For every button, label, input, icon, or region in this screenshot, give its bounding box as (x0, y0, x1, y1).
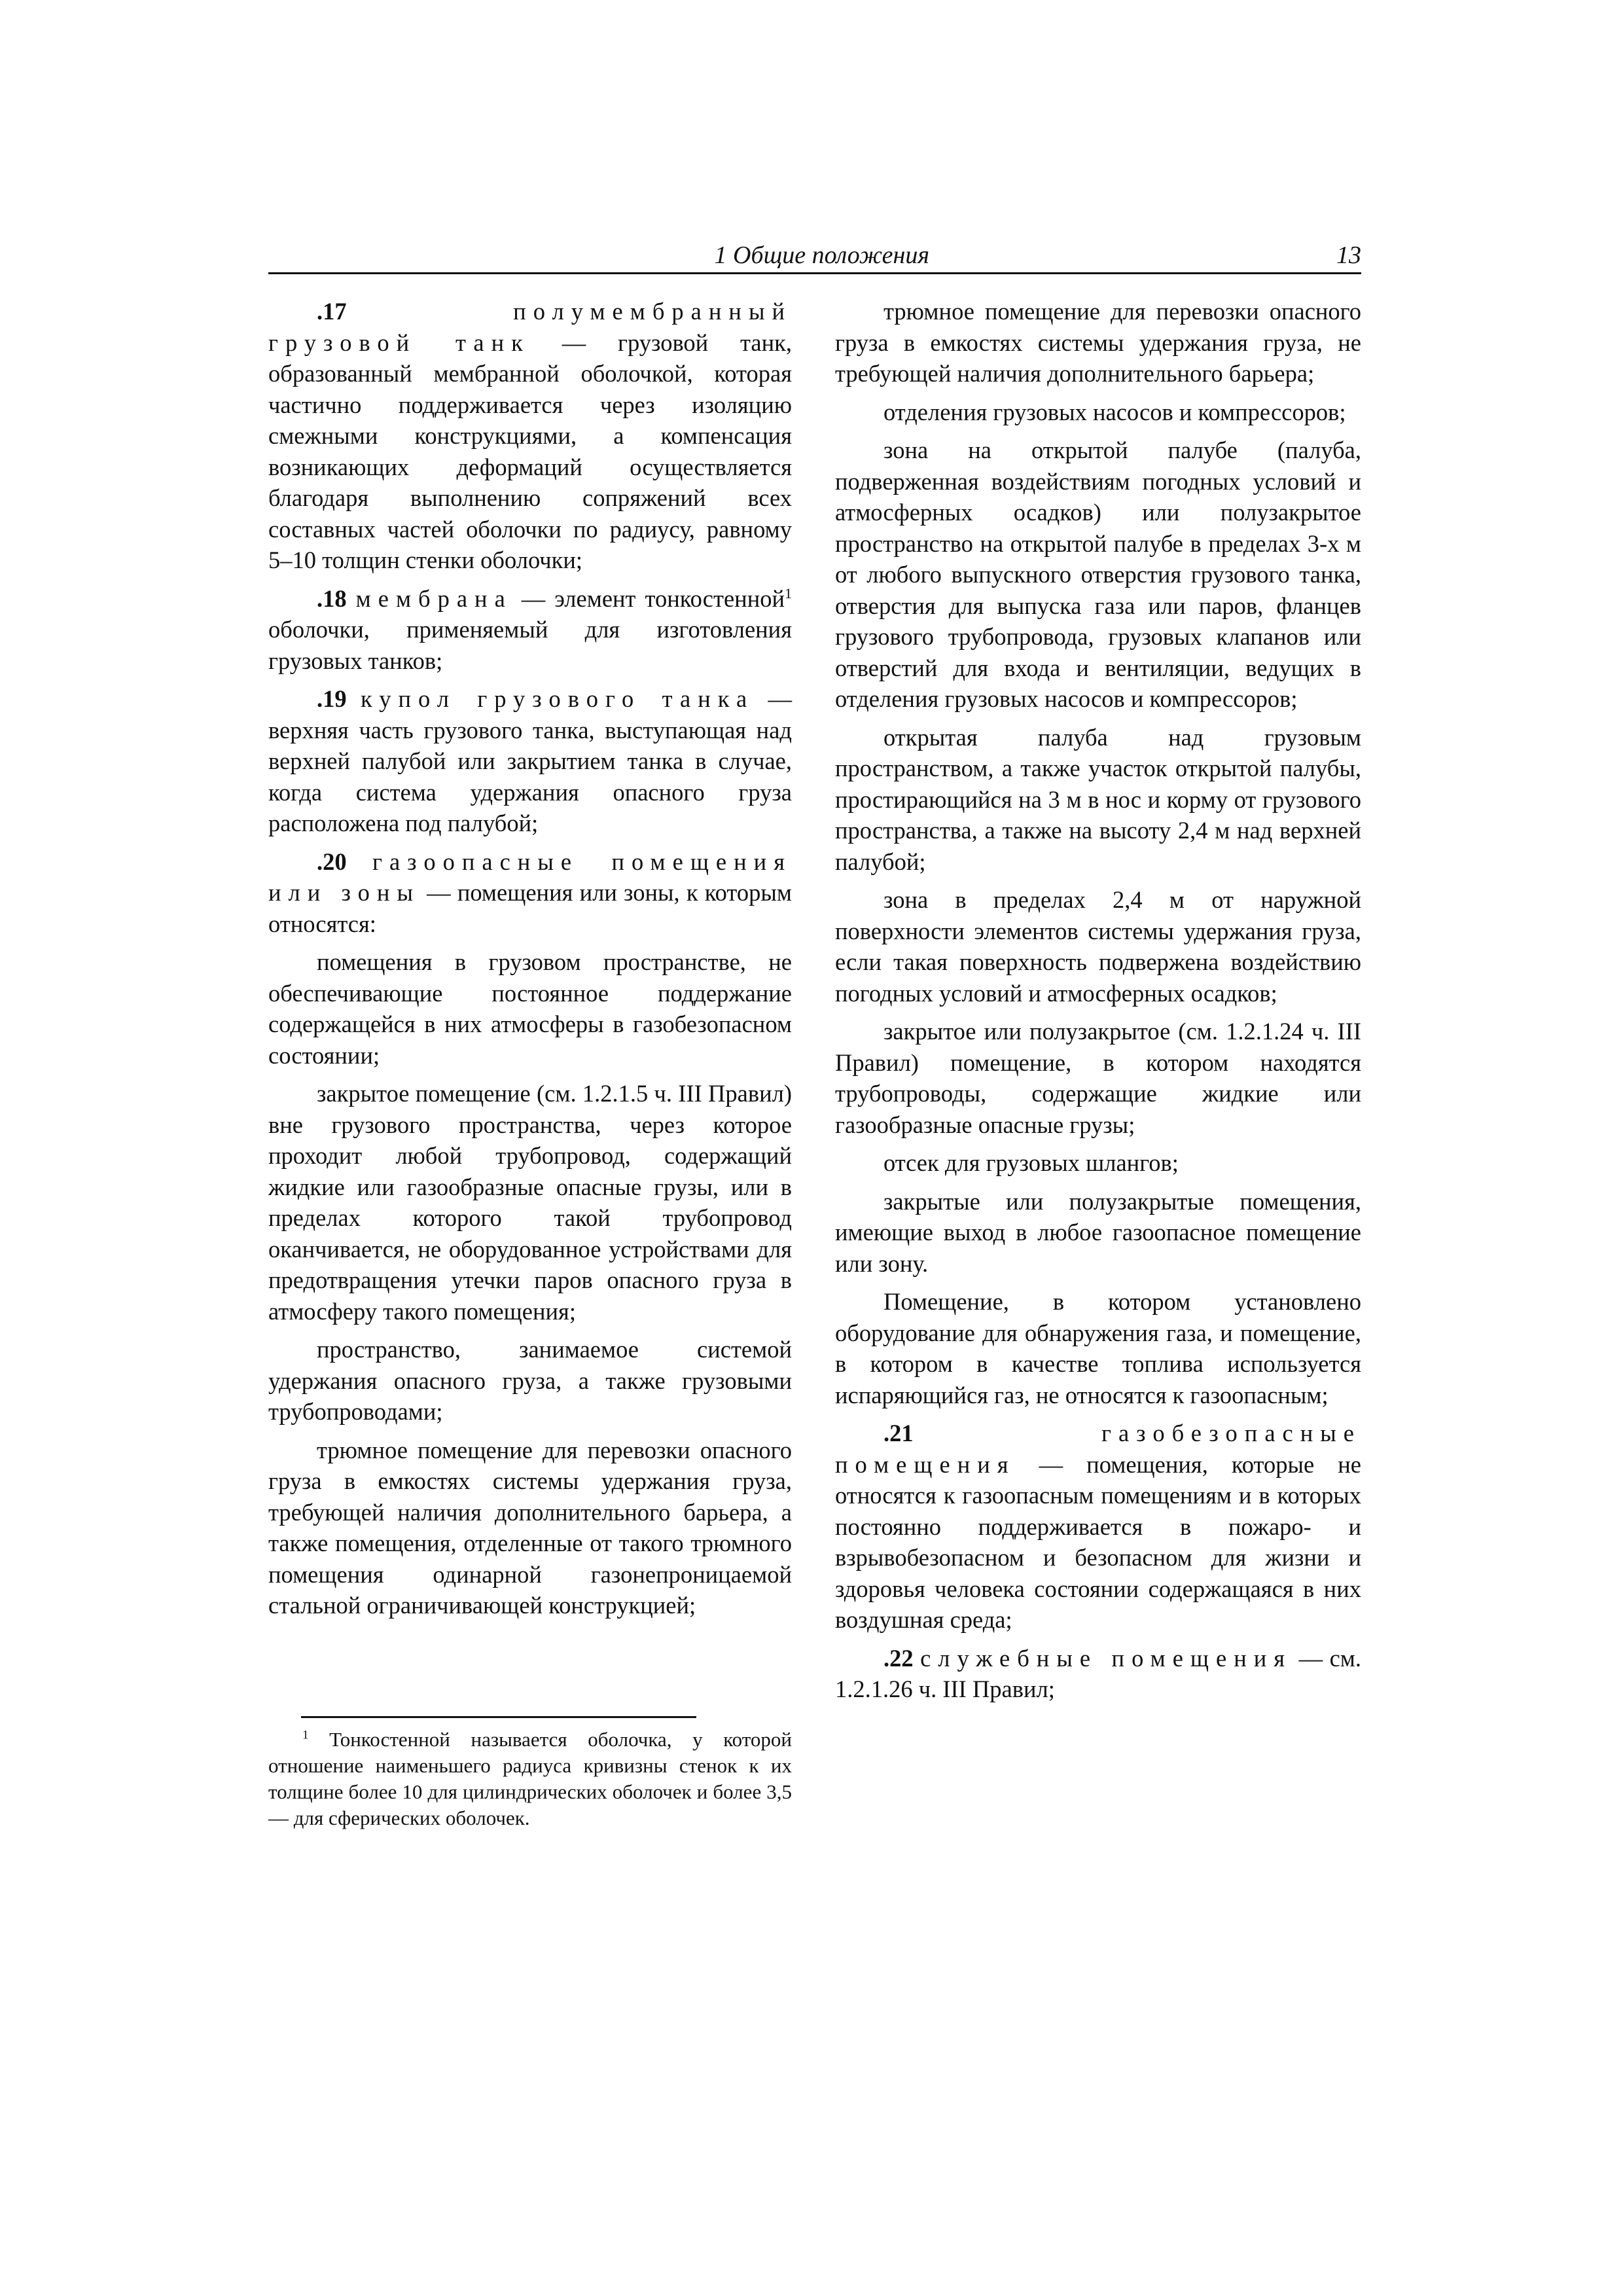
definition-21 (835, 1418, 1361, 1636)
clause-number: .18 (317, 584, 347, 612)
list-item: трюмное помещение для перевозки опасного груза в емкостях системы удержания груза, требующей наличия дополнительного барьера, а также помещения, отделенные от такого трюмного помещения одинарной газонепроницаемой стальной ограничивающей конструкцией; (268, 1436, 792, 1619)
list-item: отделения грузовых насосов и компрессоров; (883, 398, 1346, 425)
definition-18 (268, 583, 792, 677)
footnote (268, 1727, 792, 1831)
list-item: закрытые или полузакрытые помещения, имеющие выход в любое газоопасное помещение или зону. (835, 1187, 1361, 1277)
clause-number: .20 (317, 848, 347, 875)
right-column (835, 296, 1361, 1712)
defined-term: мембрана (355, 584, 512, 612)
left-column (268, 296, 792, 1628)
clause-number: .21 (883, 1420, 914, 1446)
defined-term: полумембранный грузовой танк (268, 298, 792, 356)
running-header (268, 238, 1361, 274)
definition-text: — помещения, которые не относятся к газоопасным помещениям и в которых постоянно поддерживается в пожаро- и взрывобезопасном и безопасном для жизни и здоровья человека состоянии содержащаяся в них воздушная среда; (835, 1450, 1361, 1633)
list-item: помещения в грузовом пространстве, не обеспечивающие постоянное поддержание содержащейся в них атмосферы в газобезопасном состоянии; (268, 948, 792, 1069)
page-number: 13 (1336, 242, 1361, 269)
definition-17 (268, 296, 792, 576)
list-item: Помещение, в котором установлено оборудование для обнаружения газа, и помещение, в котором в качестве топлива используется испаряющийся газ, не относятся к газоопасным; (835, 1288, 1361, 1408)
list-item: зона в пределах 2,4 м от наружной поверхности элементов системы удержания груза, если такая поверхность подвержена воздействию погодных условий и атмосферных осадков; (835, 886, 1361, 1007)
footnote-mark: 1 (785, 584, 793, 601)
header-title: 1 Общие положения (714, 242, 929, 269)
defined-term: купол грузового танка (360, 685, 755, 712)
list-item: закрытое помещение (см. 1.2.1.5 ч. III Правил) вне грузового пространства, через которое проходит любой трубопровод, содержащий жидкие или газообразные опасные грузы, или в пределах которого такой трубопровод оканчивается, не оборудованное устройствами для предотвращения утечки паров опасного груза в атмосферу такого помещения; (268, 1080, 792, 1325)
list-item: закрытое или полузакрытое (см. 1.2.1.24 ч. III Правил) помещение, в котором находятся трубопроводы, содержащие жидкие или газообразные опасные грузы; (835, 1018, 1361, 1138)
definition-text: — помещения или зоны, к которым относятся: (268, 879, 793, 937)
list-item: зона на открытой палубе (палуба, подверженная воздействиям погодных условий и атмосферных осадков) или полузакрытое пространство на открытой палубе в пределах 3-х м от любого выпускного отверстия грузового танка, отверстия для выпуска газа или паров, фланцев грузового трубопровода, грузовых клапанов или отверстий для входа и вентиляции, ведущих в отделения грузовых насосов и компрессоров; (835, 437, 1361, 712)
footnote-separator (301, 1716, 696, 1718)
definition-20 (268, 846, 792, 940)
clause-number: .17 (317, 298, 347, 325)
list-item: отсек для грузовых шлангов; (883, 1149, 1179, 1176)
clause-number: .19 (317, 685, 347, 712)
clause-number: .22 (883, 1644, 914, 1672)
defined-term: служебные помещения (920, 1644, 1293, 1672)
definition-text-cont: оболочки, применяемый для изготовления грузовых танков; (268, 616, 792, 674)
definition-19 (268, 683, 792, 839)
list-item: открытая палуба над грузовым пространством, а также участок открытой палубы, простирающийся на 3 м в нос и корму от грузового пространства, а также на высоту 2,4 м над верхней палубой; (835, 723, 1361, 875)
definition-22 (835, 1643, 1361, 1705)
defined-term: газоопасные помещения или зоны (268, 848, 792, 906)
list-item: трюмное помещение для перевозки опасного груза в емкостях системы удержания груза, не требующей наличия дополнительного барьера; (835, 298, 1361, 387)
defined-term: газобезопасные помещения (835, 1420, 1361, 1478)
definition-text: — элемент тонкостенной (512, 584, 785, 612)
list-item: пространство, занимаемое системой удержания опасного груза, а также грузовыми трубопроводами; (268, 1336, 792, 1425)
footnote-number: 1 (302, 1728, 309, 1742)
definition-text: — см. 1.2.1.26 ч. III Правил; (835, 1644, 1361, 1702)
definition-text: — верхняя часть грузового танка, выступающая над верхней палубой или закрытием танка в случае, когда система удержания опасного груза расположена под палубой; (268, 685, 793, 836)
definition-text: — грузовой танк, образованный мембранной оболочкой, которая частично поддерживается через изоляцию смежными конструкциями, а компенсация возникающих деформаций осуществляется благодаря выполнению сопряжений всех составных частей оболочки по радиусу, равному 5–10 толщин стенки оболочки; (268, 329, 793, 573)
footnote-text: Тонкостенной называется оболочка, у которой отношение наименьшего радиуса кривизны стенок к их толщине более 10 для цилиндрических оболочек и более 3,5 — для сферических оболочек. (268, 1728, 792, 1829)
